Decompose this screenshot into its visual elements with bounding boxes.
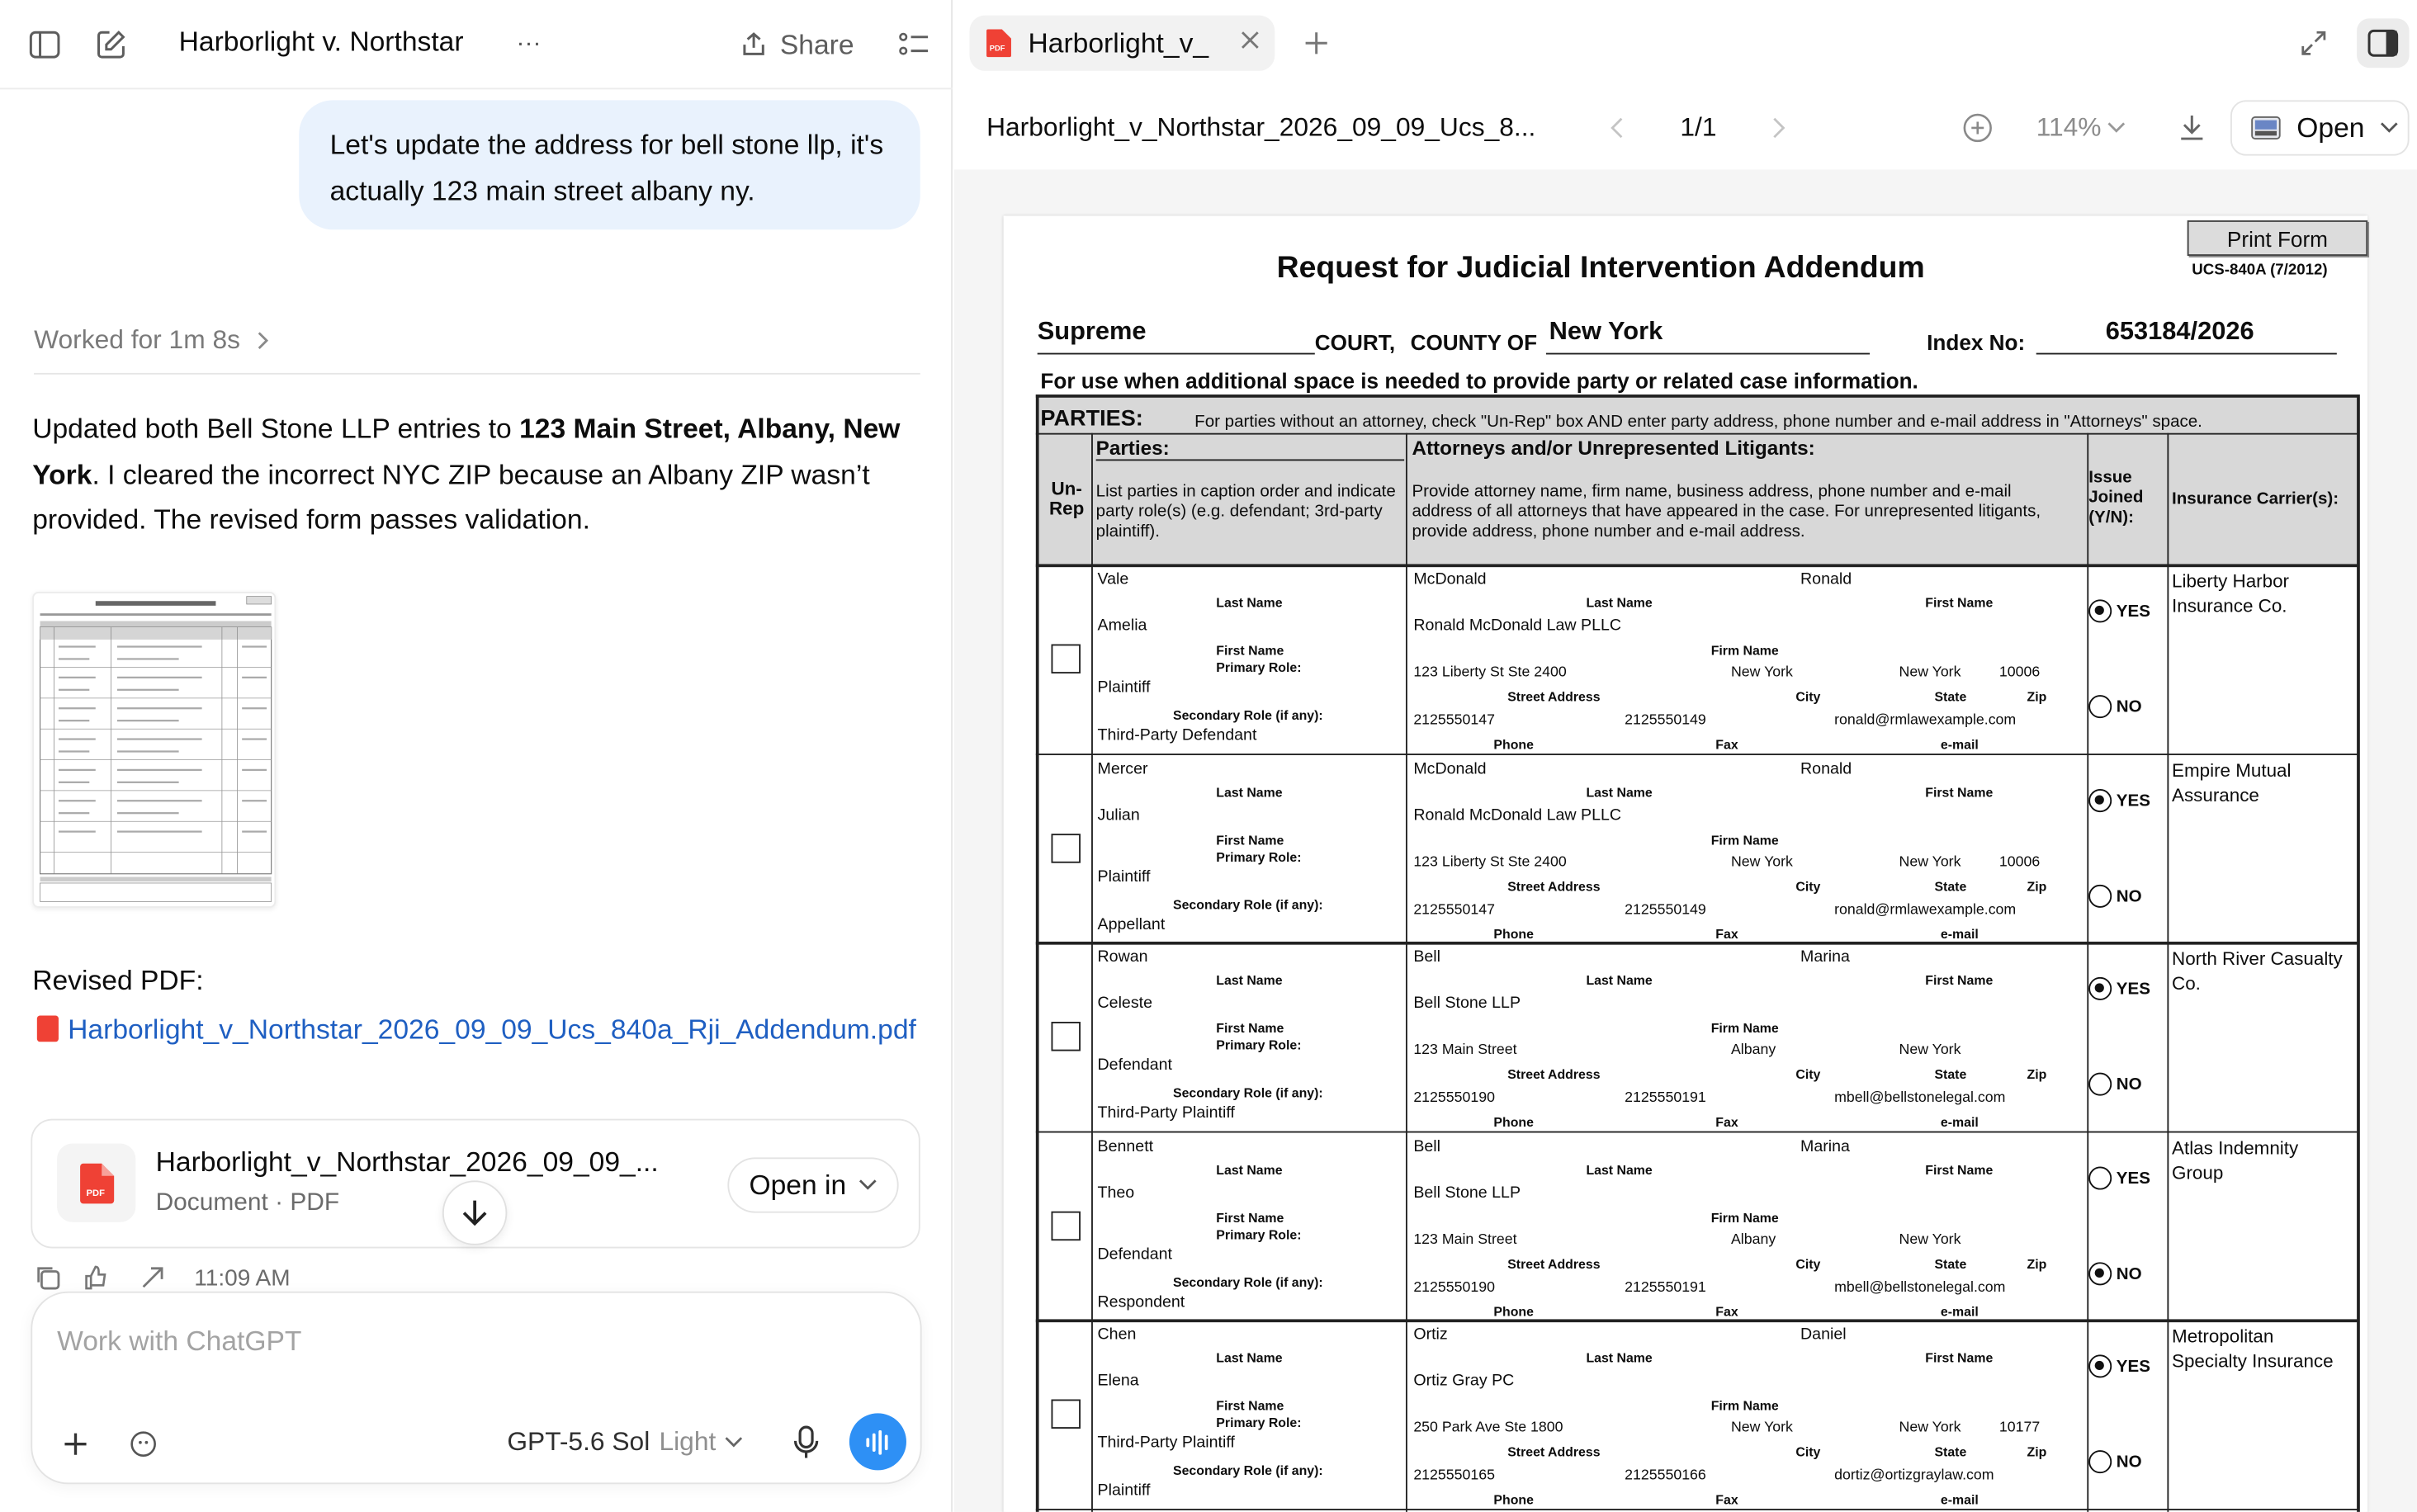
label-city: City [1795, 877, 1821, 894]
share-button[interactable] [740, 25, 854, 65]
state[interactable]: New York [1899, 1231, 1961, 1248]
revised-pdf-link[interactable] [37, 1008, 924, 1053]
reply-text-1: Updated both Bell Stone LLP entries to [32, 413, 520, 444]
email[interactable]: mbell@bellstonelegal.com [1834, 1089, 2006, 1107]
form-title: Request for Judicial Intervention Addendum [1276, 251, 1925, 286]
unrep-checkbox[interactable] [1051, 1400, 1080, 1429]
label-last-name: Last Name [1216, 594, 1283, 611]
label-att-last-name: Last Name [1586, 1161, 1653, 1177]
issue-joined-no-radio[interactable] [2088, 1450, 2112, 1473]
label-att-last-name: Last Name [1586, 594, 1653, 611]
zoom-level: 114% [2036, 112, 2102, 142]
label-phone: Phone [1493, 925, 1534, 941]
label-street: Street Address [1507, 1443, 1601, 1460]
label-fax: Fax [1715, 1302, 1738, 1319]
label-primary-role: Primary Role: [1216, 1037, 1302, 1053]
party-secondary-role[interactable]: Third-Party Defendant [1097, 725, 1257, 744]
city[interactable]: New York [1730, 664, 1793, 682]
phone[interactable]: 2125550190 [1413, 1089, 1495, 1107]
label-email: e-mail [1940, 1114, 1979, 1130]
pdf-canvas[interactable] [954, 169, 2417, 1511]
insurance-carrier[interactable]: Empire Mutual Assurance [2172, 758, 2292, 806]
county-label: COUNTY OF [1410, 329, 1538, 355]
open-with-button[interactable] [2230, 100, 2410, 155]
fax[interactable]: 2125550166 [1625, 1467, 1706, 1485]
label-firm-name: Firm Name [1710, 831, 1779, 848]
label-zip: Zip [2027, 1066, 2047, 1082]
pdf-file-icon [985, 28, 1013, 59]
party-last-name[interactable]: Chen [1097, 1325, 1137, 1344]
attorney-last-name[interactable]: McDonald [1413, 758, 1487, 778]
new-chat-icon[interactable] [92, 26, 130, 64]
label-secondary-role: Secondary Role (if any): [1173, 707, 1323, 723]
parties-note: For parties without an attorney, check "Un-Rep" box AND enter party address, phone number and e-mail address in "Attorneys" space. [1194, 413, 2202, 432]
street-address[interactable]: 123 Liberty St Ste 2400 [1413, 664, 1567, 682]
attorney-last-name[interactable]: Ortiz [1413, 1325, 1448, 1344]
attorney-last-name[interactable]: Bell [1413, 1136, 1441, 1155]
city[interactable]: Albany [1730, 1042, 1776, 1059]
sidebar-toggle-icon[interactable] [28, 28, 62, 62]
label-zip: Zip [2027, 1254, 2047, 1271]
label-phone: Phone [1493, 736, 1534, 753]
label-phone: Phone [1493, 1114, 1534, 1130]
print-form-label: Print Form [2226, 225, 2328, 251]
model-selector[interactable] [507, 1427, 744, 1458]
chevron-down-icon [2380, 122, 2398, 135]
issue-joined-yes-radio[interactable] [2088, 1354, 2112, 1377]
phone[interactable]: 2125550147 [1413, 711, 1495, 730]
open-in-label: Open in [749, 1169, 847, 1200]
label-att-first-name: First Name [1925, 1161, 1994, 1177]
new-tab-icon[interactable] [1299, 25, 1333, 62]
unrep-checkbox[interactable] [1051, 645, 1080, 673]
scroll-to-bottom-button[interactable] [442, 1180, 507, 1245]
issue-joined-no-radio[interactable] [2088, 1261, 2112, 1284]
reply-text-2: . I cleared the incorrect NYC ZIP because an Albany ZIP wasn’t provided. The revised form passes validation. [32, 458, 870, 535]
city[interactable]: Albany [1730, 1231, 1776, 1248]
label-att-last-name: Last Name [1586, 783, 1653, 800]
label-city: City [1795, 1254, 1821, 1271]
svg-text:PDF: PDF [85, 1188, 105, 1198]
firm-name[interactable]: Ortiz Gray PC [1413, 1371, 1515, 1391]
open-label: Open [2296, 111, 2365, 143]
unrep-checkbox[interactable] [1051, 1022, 1080, 1051]
label-fax: Fax [1715, 736, 1738, 753]
insurance-carrier[interactable]: Metropolitan Specialty Insurance [2172, 1325, 2334, 1372]
close-tab-icon[interactable] [1241, 29, 1259, 57]
label-last-name: Last Name [1216, 1161, 1283, 1177]
party-secondary-role[interactable]: Appellant [1097, 914, 1166, 933]
label-last-name: Last Name [1216, 783, 1283, 800]
attorney-first-name[interactable]: Ronald [1800, 758, 1852, 778]
firm-name[interactable]: Ronald McDonald Law PLLC [1413, 805, 1622, 825]
share-response-icon[interactable] [139, 1264, 167, 1292]
composer[interactable] [31, 1292, 921, 1484]
label-yes: YES [2116, 1358, 2150, 1377]
label-primary-role: Primary Role: [1216, 1415, 1302, 1430]
revised-pdf-label: Revised PDF: [32, 964, 204, 996]
attorney-last-name[interactable]: McDonald [1413, 569, 1487, 589]
label-email: e-mail [1940, 736, 1979, 753]
microphone-icon[interactable] [788, 1423, 825, 1463]
insurance-carrier[interactable]: Liberty Harbor Insurance Co. [2172, 569, 2289, 617]
worked-label: Worked for 1m 8s [34, 325, 241, 355]
party-first-name[interactable]: Elena [1097, 1371, 1139, 1391]
pdf-tab[interactable] [970, 16, 1275, 71]
label-zip: Zip [2027, 688, 2047, 705]
label-city: City [1795, 1066, 1821, 1082]
fax[interactable]: 2125550191 [1625, 1278, 1706, 1296]
previous-page-icon[interactable] [1605, 112, 1629, 143]
label-first-name: First Name [1216, 1208, 1284, 1225]
zoom-in-icon[interactable] [1961, 111, 1994, 144]
label-fax: Fax [1715, 1491, 1738, 1508]
conversation-title[interactable]: Harborlight v. Northstar [178, 26, 464, 58]
attorney-first-name[interactable]: Ronald [1800, 569, 1852, 589]
zip[interactable]: 10006 [1998, 853, 2041, 871]
document-name: Harborlight_v_Northstar_2026_09_09_Ucs_8... [986, 112, 1536, 142]
label-fax: Fax [1715, 925, 1738, 941]
label-att-first-name: First Name [1925, 783, 1994, 800]
label-primary-role: Primary Role: [1216, 1226, 1302, 1242]
email[interactable]: mbell@bellstonelegal.com [1834, 1278, 2006, 1296]
file-card-subtitle: Document · PDF [155, 1189, 340, 1217]
unrep-checkbox[interactable] [1051, 833, 1080, 862]
firm-name[interactable]: Bell Stone LLP [1413, 994, 1521, 1013]
thumbs-icon[interactable] [83, 1264, 117, 1292]
message-actions [34, 1264, 290, 1292]
col-attorneys-header: Attorneys and/or Unrepresented Litigants: [1412, 436, 1815, 460]
issue-joined-yes-radio[interactable] [2088, 788, 2112, 811]
label-primary-role: Primary Role: [1216, 659, 1302, 675]
label-last-name: Last Name [1216, 972, 1283, 988]
label-primary-role: Primary Role: [1216, 848, 1302, 864]
col-attorneys-desc: Provide attorney name, firm name, business address, phone number and e-mail address of all attorneys that have appeared in the case. For unrepresented litigants, provide address, phone number and e-mail address. [1412, 482, 2041, 541]
party-first-name[interactable]: Julian [1097, 805, 1140, 825]
worked-duration-toggle[interactable] [34, 325, 268, 356]
more-options-icon[interactable]: ··· [516, 31, 542, 58]
form-subtitle: For use when additional space is needed to provide party or related case information. [1040, 368, 1918, 394]
pdf-viewer-pane [954, 0, 2417, 1512]
tasks-list-icon[interactable] [897, 28, 931, 62]
party-first-name[interactable]: Amelia [1097, 616, 1147, 636]
label-secondary-role: Secondary Role (if any): [1173, 1462, 1323, 1478]
next-page-icon[interactable] [1767, 112, 1791, 143]
zip[interactable]: 10006 [1998, 664, 2041, 682]
attorney-first-name[interactable]: Marina [1800, 1136, 1850, 1155]
label-phone: Phone [1493, 1302, 1534, 1319]
street-address[interactable]: 123 Main Street [1413, 1231, 1517, 1248]
court-value: Supreme [1037, 317, 1147, 346]
court-label: COURT, [1314, 329, 1396, 355]
add-attachment-icon[interactable] [57, 1425, 94, 1462]
party-last-name[interactable]: Bennett [1097, 1136, 1154, 1155]
user-message-bubble: Let's update the address for bell stone llp, it's actually 123 main street albany ny. [299, 100, 920, 229]
label-att-first-name: First Name [1925, 594, 1994, 611]
email[interactable]: ronald@rmlawexample.com [1834, 900, 2017, 918]
label-no: NO [2116, 697, 2142, 717]
state[interactable]: New York [1899, 664, 1961, 682]
expand-icon[interactable] [2295, 25, 2332, 62]
open-in-button[interactable] [727, 1157, 898, 1212]
label-att-first-name: First Name [1925, 1349, 1994, 1366]
attorney-last-name[interactable]: Bell [1413, 947, 1441, 966]
party-first-name[interactable]: Celeste [1097, 994, 1153, 1013]
city[interactable]: New York [1730, 853, 1793, 871]
state[interactable]: New York [1899, 1419, 1961, 1437]
parties-label: PARTIES: [1040, 406, 1143, 432]
label-firm-name: Firm Name [1710, 1020, 1779, 1036]
issue-joined-no-radio[interactable] [2088, 695, 2112, 718]
label-yes: YES [2116, 980, 2150, 999]
issue-joined-yes-radio[interactable] [2088, 977, 2112, 1000]
label-yes: YES [2116, 1169, 2150, 1188]
download-icon[interactable] [2175, 111, 2209, 144]
phone[interactable]: 2125550190 [1413, 1278, 1495, 1296]
label-city: City [1795, 688, 1821, 705]
share-label: Share [779, 28, 854, 59]
party-last-name[interactable]: Mercer [1097, 758, 1148, 778]
label-no: NO [2116, 1075, 2142, 1094]
label-phone: Phone [1493, 1491, 1534, 1508]
label-zip: Zip [2027, 1443, 2047, 1460]
label-first-name: First Name [1216, 642, 1284, 659]
chevron-down-icon [2107, 122, 2126, 135]
fax[interactable]: 2125550191 [1625, 1089, 1706, 1107]
label-first-name: First Name [1216, 1397, 1284, 1414]
label-state: State [1934, 688, 1967, 705]
assistant-reply [32, 407, 911, 543]
fax[interactable]: 2125550149 [1625, 900, 1706, 918]
pdf-file-icon [37, 1016, 59, 1042]
voice-mode-button[interactable] [849, 1413, 906, 1470]
col-parties-desc: List parties in caption order and indicate party role(s) (e.g. defendant; 3rd-party plaintiff). [1095, 482, 1396, 541]
label-yes: YES [2116, 791, 2150, 810]
party-primary-role[interactable]: Plaintiff [1097, 678, 1151, 697]
label-street: Street Address [1507, 1066, 1601, 1082]
label-state: State [1934, 1066, 1967, 1082]
issue-joined-yes-radio[interactable] [2088, 1166, 2112, 1189]
col-issue-header: Issue Joined (Y/N): [2088, 468, 2144, 527]
print-form-button[interactable] [2188, 220, 2367, 256]
message-timestamp: 11:09 AM [194, 1264, 291, 1291]
label-no: NO [2116, 1264, 2142, 1283]
unrep-checkbox[interactable] [1051, 1211, 1080, 1240]
city[interactable]: New York [1730, 1419, 1793, 1437]
party-first-name[interactable]: Theo [1097, 1183, 1135, 1202]
tools-icon[interactable] [125, 1425, 162, 1462]
col-unrep-header: Un- Rep [1048, 477, 1085, 520]
col-insurance-header: Insurance Carrier(s): [2172, 489, 2339, 509]
label-first-name: First Name [1216, 831, 1284, 848]
label-secondary-role: Secondary Role (if any): [1173, 895, 1323, 912]
form-code: UCS-840A (7/2012) [2192, 262, 2328, 279]
index-value: 653184/2026 [2105, 317, 2254, 346]
label-street: Street Address [1507, 1254, 1601, 1271]
party-primary-role[interactable]: Third-Party Plaintiff [1097, 1433, 1235, 1452]
county-value: New York [1549, 317, 1663, 346]
zoom-selector[interactable] [2036, 112, 2126, 143]
label-firm-name: Firm Name [1710, 642, 1779, 659]
label-att-last-name: Last Name [1586, 972, 1653, 988]
model-name: GPT-5.6 Sol [507, 1427, 650, 1457]
label-street: Street Address [1507, 877, 1601, 894]
issue-joined-yes-radio[interactable] [2088, 599, 2112, 622]
chevron-down-icon [726, 1436, 744, 1448]
label-state: State [1934, 877, 1967, 894]
label-email: e-mail [1940, 1302, 1979, 1319]
label-fax: Fax [1715, 1114, 1738, 1130]
label-secondary-role: Secondary Role (if any): [1173, 1084, 1323, 1101]
issue-joined-no-radio[interactable] [2088, 884, 2112, 907]
party-primary-role[interactable]: Defendant [1097, 1056, 1173, 1075]
label-no: NO [2116, 1453, 2142, 1472]
col-parties-header: Parties: [1095, 436, 1170, 460]
firm-name[interactable]: Bell Stone LLP [1413, 1183, 1521, 1202]
label-street: Street Address [1507, 688, 1601, 705]
label-first-name: First Name [1216, 1020, 1284, 1036]
firm-name[interactable]: Ronald McDonald Law PLLC [1413, 616, 1622, 636]
state[interactable]: New York [1899, 853, 1961, 871]
voice-waveform-icon [864, 1429, 892, 1454]
party-secondary-role[interactable]: Plaintiff [1097, 1481, 1151, 1500]
party-primary-role[interactable]: Defendant [1097, 1244, 1173, 1264]
composer-input[interactable]: Work with ChatGPT [57, 1325, 302, 1357]
street-address[interactable]: 123 Main Street [1413, 1042, 1517, 1059]
fax[interactable]: 2125550149 [1625, 711, 1706, 730]
email[interactable]: dortiz@ortizgraylaw.com [1834, 1467, 1994, 1485]
pdf-thumbnail[interactable] [32, 592, 276, 908]
chevron-right-icon [256, 331, 268, 349]
label-att-last-name: Last Name [1586, 1349, 1653, 1366]
issue-joined-no-radio[interactable] [2088, 1073, 2112, 1096]
email[interactable]: ronald@rmlawexample.com [1834, 711, 2017, 730]
party-last-name[interactable]: Vale [1097, 569, 1129, 589]
party-secondary-role[interactable]: Third-Party Plaintiff [1097, 1103, 1235, 1122]
label-city: City [1795, 1443, 1821, 1460]
insurance-carrier[interactable]: North River Casualty Co. [2172, 947, 2343, 995]
state[interactable]: New York [1899, 1042, 1961, 1059]
zip[interactable]: 10177 [1998, 1419, 2041, 1437]
file-card-title: Harborlight_v_Northstar_2026_09_09_... [155, 1146, 659, 1178]
chat-pane [0, 0, 953, 1512]
phone[interactable]: 2125550147 [1413, 900, 1495, 918]
label-email: e-mail [1940, 925, 1979, 941]
share-icon [740, 31, 768, 59]
reply-bold-address: 123 Main Street, Albany, New York [32, 413, 901, 489]
label-firm-name: Firm Name [1710, 1208, 1779, 1225]
panel-toggle-icon[interactable] [2357, 18, 2409, 68]
label-state: State [1934, 1443, 1967, 1460]
index-label: Index No: [1927, 329, 2026, 355]
preview-app-icon [2250, 112, 2281, 143]
revised-pdf-link-text: Harborlight_v_Northstar_2026_09_09_Ucs_840a_Rji_Addendum.pdf [68, 1014, 916, 1046]
label-no: NO [2116, 886, 2142, 906]
party-primary-role[interactable]: Plaintiff [1097, 867, 1151, 886]
copy-icon[interactable] [34, 1264, 62, 1292]
label-state: State [1934, 1254, 1967, 1271]
arrow-down-icon [461, 1198, 489, 1228]
attorney-first-name[interactable]: Marina [1800, 947, 1850, 966]
label-secondary-role: Secondary Role (if any): [1173, 1273, 1323, 1289]
pdf-tab-label: Harborlight_v_ [1028, 26, 1209, 59]
party-secondary-role[interactable]: Respondent [1097, 1292, 1185, 1311]
attorney-first-name[interactable]: Daniel [1800, 1325, 1847, 1344]
street-address[interactable]: 250 Park Ave Ste 1800 [1413, 1419, 1563, 1437]
svg-text:PDF: PDF [989, 44, 1005, 53]
party-last-name[interactable]: Rowan [1097, 947, 1148, 966]
page-count: 1/1 [1680, 112, 1717, 142]
label-zip: Zip [2027, 877, 2047, 894]
pdf-page [1004, 215, 2368, 1511]
label-att-first-name: First Name [1925, 972, 1994, 988]
model-variant: Light [659, 1427, 717, 1457]
label-yes: YES [2116, 602, 2150, 621]
label-email: e-mail [1940, 1491, 1979, 1508]
phone[interactable]: 2125550165 [1413, 1467, 1495, 1485]
insurance-carrier[interactable]: Atlas Indemnity Group [2172, 1136, 2299, 1184]
label-last-name: Last Name [1216, 1349, 1283, 1366]
street-address[interactable]: 123 Liberty St Ste 2400 [1413, 853, 1567, 871]
chevron-down-icon [858, 1179, 877, 1191]
label-firm-name: Firm Name [1710, 1397, 1779, 1414]
pdf-document-icon [57, 1144, 135, 1222]
